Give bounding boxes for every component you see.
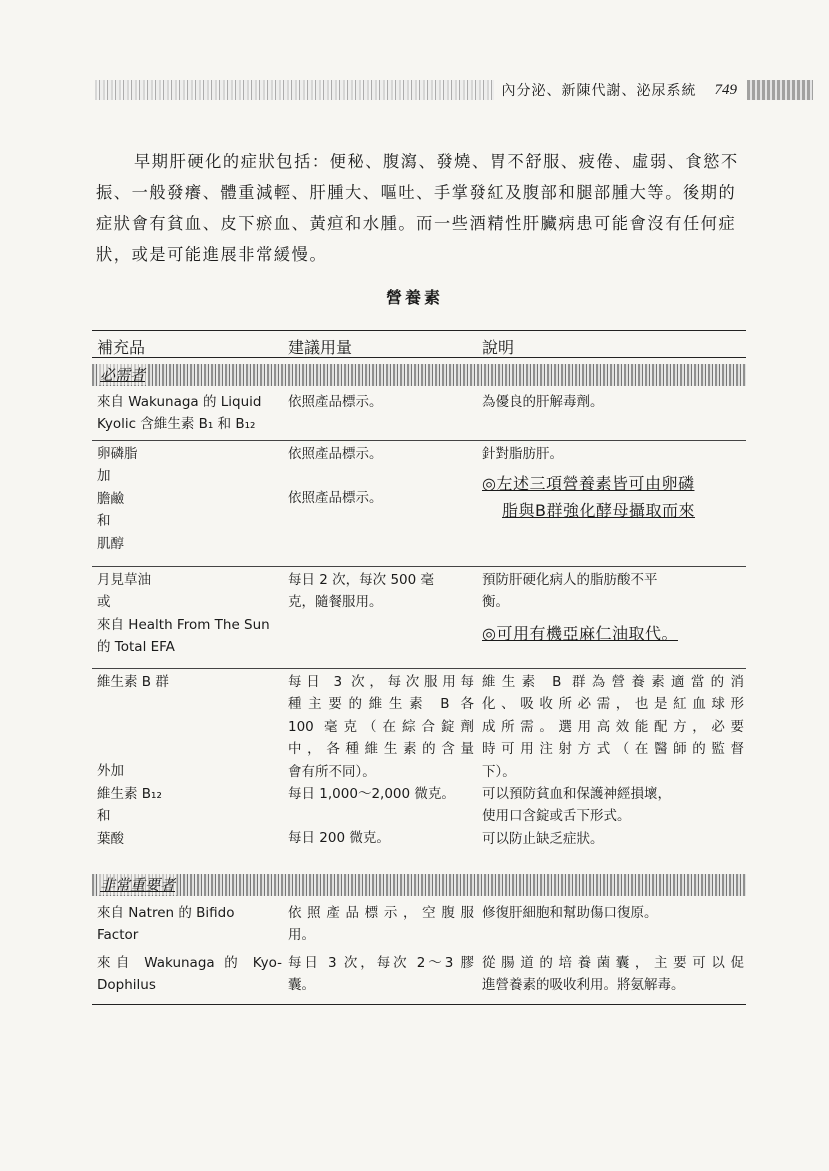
col-head-dosage: 建議用量 [288, 338, 353, 357]
table-row [92, 902, 746, 950]
col-head-supplement: 補充品 [97, 338, 146, 357]
row-divider [92, 566, 746, 567]
running-header [95, 76, 813, 104]
row-comments: 修復肝細胞和幫助傷口復原。 [482, 905, 658, 921]
row-divider [92, 440, 746, 441]
row-supplement: 月見草油 或 來自 Health From The Sun 的 Total EFA [97, 572, 270, 656]
table-row [92, 952, 746, 1000]
page-number: 749 [714, 81, 737, 98]
row-dosage: 每日 3 次，每次服用每 種主要的維生素 B 各 100 毫克（在綜合錠劑 中，各種維生素的含量 會有所不同）。 每日 1,000～2,000 微克。 每日 200 微克。 [288, 674, 474, 847]
row-dosage: 依照產品標示。 [288, 394, 383, 410]
row-supplement: 卵磷脂 加 膽鹼 和 肌醇 [97, 446, 138, 552]
row-comments: 為優良的肝解毒劑。 [482, 394, 604, 410]
header-scan-noise-right [747, 80, 813, 100]
table-row [92, 391, 746, 439]
row-dosage: 每日 2 次，每次 500 毫 克，隨餐服用。 [288, 572, 435, 611]
row-supplement: 來自 Natren 的 Bifido Factor [97, 905, 235, 944]
col-head-comments: 說明 [482, 338, 515, 357]
header-scan-noise [95, 80, 494, 100]
table-top-rule [92, 330, 746, 331]
header-title: 內分泌、新陳代謝、泌尿系統 [501, 83, 697, 99]
section-label-very-important: 非常重要者 [100, 876, 176, 894]
table-bottom-rule [92, 1004, 746, 1005]
table-row [92, 671, 746, 867]
intro-paragraph: 早期肝硬化的症狀包括：便秘、腹瀉、發燒、胃不舒服、疲倦、虛弱、食慾不振、一般發癢、體重減輕、肝腫大、嘔吐、手掌發紅及腹部和腿部腫大等。後期的症狀會有貧血、皮下瘀血、黃疸和水腫。而一些酒精性肝臟病患可能會沒有任何症狀，或是可能進展非常緩慢。 [96, 152, 739, 264]
row-supplement: 來自 Wakunaga 的 Liquid Kyolic 含維生素 B₁ 和 B₁₂ [97, 394, 262, 433]
section-label-essential: 必需者 [100, 366, 146, 384]
row-comments: 針對脂肪肝。 ◎左述三項營養素皆可由卵磷 脂與B群強化酵母攝取而來 [482, 443, 744, 524]
row-dosage: 依照產品標示。 依照產品標示。 [288, 446, 383, 507]
table-row [92, 569, 746, 665]
row-note: 脂與B群強化酵母攝取而來 [502, 501, 695, 521]
row-note: ◎左述三項營養素皆可由卵磷 [482, 474, 695, 494]
row-divider [92, 668, 746, 669]
row-comments: 預防肝硬化病人的脂肪酸不平 衡。 ◎可用有機亞麻仁油取代。 [482, 569, 744, 647]
table-title: 營養素 [385, 288, 443, 307]
section-bar-essential [92, 364, 746, 386]
section-bar-very-important [92, 874, 746, 896]
table-row [92, 443, 746, 563]
row-note: ◎可用有機亞麻仁油取代。 [482, 623, 678, 643]
row-dosage: 每日 3 次，每次 2～3 膠 囊。 [288, 955, 474, 994]
row-supplement: 維生素 B 群 外加 維生素 B₁₂ 和 葉酸 [97, 674, 169, 847]
table-head-rule [92, 357, 746, 358]
row-comments: 從腸道的培養菌囊，主要可以促 進營養素的吸收利用。將氨解毒。 [482, 955, 744, 994]
row-supplement: 來自 Wakunaga 的 Kyo- Dophilus [97, 955, 282, 994]
row-comments: 維生素 B 群為營養素適當的消 化、吸收所必需，也是紅血球形 成所需。選用高效能配方，必要 時可用注射方式（在醫師的監督 下）。 可以預防貧血和保護神經損壞， 使用口含錠或舌下形式。 可以防止缺乏症狀。 [482, 674, 744, 847]
row-dosage: 依照產品標示，空腹服 用。 [288, 905, 474, 944]
